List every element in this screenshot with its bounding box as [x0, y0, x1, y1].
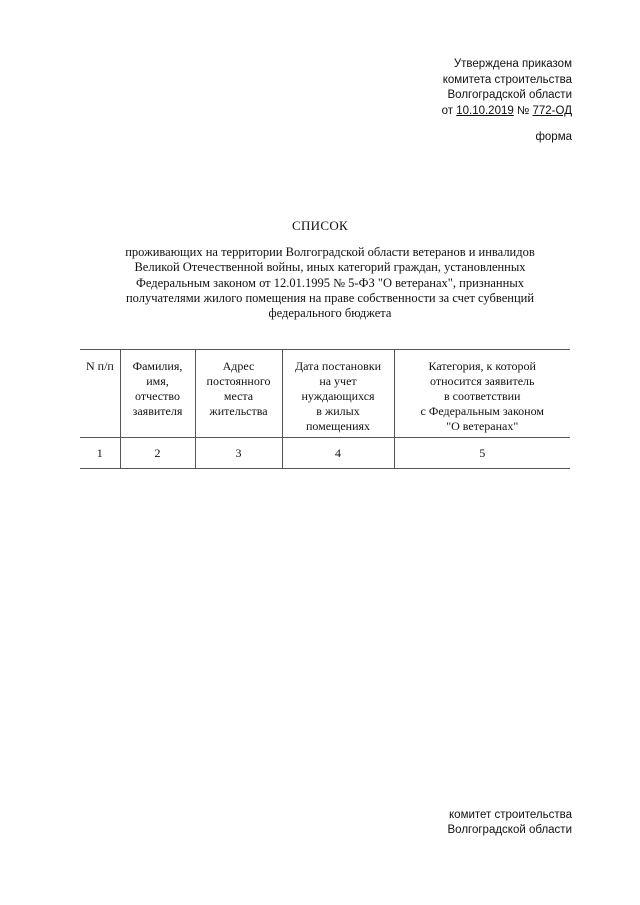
document-subtitle	[80, 245, 580, 321]
approval-date: 10.10.2019	[456, 104, 514, 117]
document-title: СПИСОК	[292, 218, 348, 233]
table-cell: 5	[394, 438, 570, 469]
table-row	[80, 438, 570, 469]
header-number: N п/п	[86, 359, 114, 373]
veterans-list-table	[80, 349, 570, 469]
approval-stamp	[442, 57, 572, 119]
approval-line-4	[442, 104, 572, 120]
table-cell: 4	[282, 438, 394, 469]
approval-line-2: комитета строительства	[442, 73, 572, 86]
subtitle-line: проживающих на территории Волгоградской области ветеранов и инвалидов	[125, 245, 535, 259]
form-label: форма	[535, 131, 572, 143]
approval-number-sign: №	[513, 104, 533, 117]
footer-signature	[448, 808, 573, 838]
approval-line-1: Утверждена приказом	[453, 58, 572, 70]
footer-line-1: комитет строительства	[449, 809, 572, 821]
header-category: Категория, к которой относится заявитель в соответствии с Федеральным законом "О ветеранах"	[394, 350, 570, 438]
table-cell: 3	[195, 438, 282, 469]
approval-from: от	[441, 104, 457, 117]
subtitle-line: получателями жилого помещения на праве собственности за счет субвенций	[125, 290, 535, 305]
table-header-row	[80, 350, 570, 438]
header-full-name: Фамилия, имя, отчество заявителя	[120, 350, 195, 438]
header-address: Адрес постоянного места жительства	[195, 350, 282, 438]
approval-number: 772-ОД	[532, 104, 572, 117]
header-registration-date: Дата постановки на учет нуждающихся в жилых помещениях	[282, 350, 394, 438]
footer-line-2: Волгоградской области	[447, 824, 572, 836]
approval-line-3: Волгоградской области	[447, 89, 572, 101]
table-cell: 2	[120, 438, 195, 469]
subtitle-line: Великой Отечественной войны, иных категорий граждан, установленных	[134, 260, 526, 275]
table-cell: 1	[96, 445, 103, 460]
subtitle-line: федерального бюджета	[268, 306, 392, 321]
subtitle-line: Федеральным законом от 12.01.1995 № 5-ФЗ "О ветеранах", признанных	[136, 275, 524, 290]
